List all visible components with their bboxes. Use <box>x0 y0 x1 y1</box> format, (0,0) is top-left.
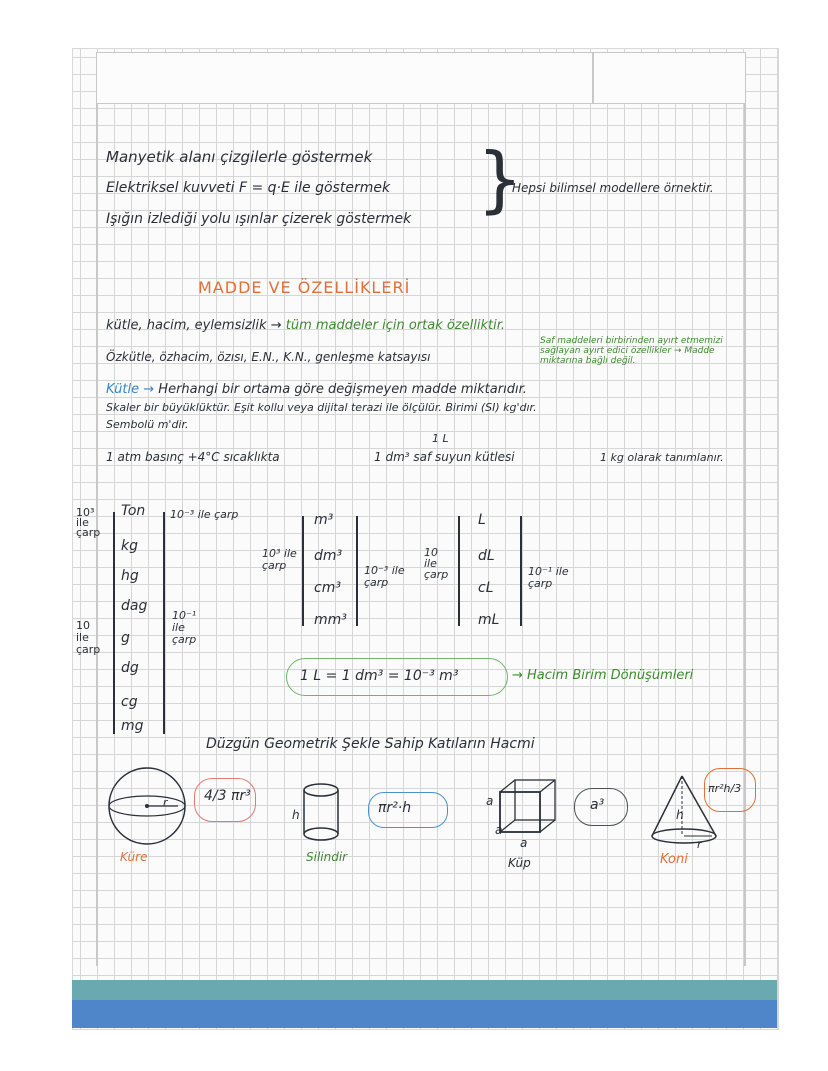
section-title: MADDE VE ÖZELLİKLERİ <box>198 278 411 297</box>
cone-formula: πr²h/3 <box>708 782 742 795</box>
conversion-label-arrow: → Hacim Birim Dönüşümleri <box>512 668 694 683</box>
sphere-name: Küre <box>120 850 148 864</box>
density-part-2: 1 dm³ saf suyun kütlesi <box>374 450 515 464</box>
cylinder-name: Silindir <box>306 850 348 864</box>
liter-unit-L: L <box>478 512 486 528</box>
mass-line-3: Sembolü m'dir. <box>106 418 189 431</box>
density-above-label: 1 L <box>432 432 449 445</box>
density-part-1: 1 atm basınç +4°C sıcaklıkta <box>106 450 280 464</box>
arrow-glyph: → <box>270 318 286 333</box>
volume-unit-cm3: cm³ <box>314 580 341 596</box>
mass-mult-up-right: 10⁻³ ile çarp <box>170 508 239 521</box>
mass-unit-cg: cg <box>121 694 138 710</box>
models-line-3: Işığın izlediği yolu ışınlar çizerek göstermek <box>106 211 412 227</box>
mass-unit-dg: dg <box>121 660 139 676</box>
volume-mult-left: 10³ ile çarp <box>262 547 297 572</box>
liter-unit-mL: mL <box>478 612 500 628</box>
cone-height-label: h <box>676 808 684 822</box>
sphere-radius-label: r <box>163 796 168 809</box>
mass-arrow: → <box>139 382 159 397</box>
cube-edge-label-3: a <box>520 836 528 850</box>
models-line-2: Elektriksel kuvveti F = q·E ile göstermek <box>106 180 391 196</box>
mass-unit-ton: Ton <box>121 503 146 519</box>
conversion-label: Hacim Birim Dönüşümleri <box>527 668 694 683</box>
mass-line-1: Herhangi bir ortama göre değişmeyen madde miktarıdır. <box>158 382 527 397</box>
cube-formula: a³ <box>590 797 605 813</box>
specific-note-sub: Madde miktarına bağlı değil. <box>540 346 715 366</box>
notebook-bottom-band-teal <box>72 980 777 1000</box>
mass-unit-hg: hg <box>121 568 139 584</box>
cone-radius-label: r <box>697 838 702 851</box>
solids-heading: Düzgün Geometrik Şekle Sahip Katıların Hacmi <box>206 736 535 752</box>
cube-name: Küp <box>508 856 531 870</box>
specific-properties-text: Özkütle, özhacim, özısı, E.N., K.N., genleşme katsayısı <box>106 350 431 364</box>
sphere-formula: 4/3 πr³ <box>204 788 251 804</box>
common-properties-black: kütle, hacim, eylemsizlik <box>106 318 267 333</box>
volume-unit-dm3: dm³ <box>314 548 343 564</box>
conversion-formula: 1 L = 1 dm³ = 10⁻³ m³ <box>300 668 459 684</box>
cube-edge-label-2: a <box>495 823 503 837</box>
volume-unit-mm3: mm³ <box>314 612 347 628</box>
mass-unit-dag: dag <box>121 598 148 614</box>
liter-unit-dL: dL <box>478 548 495 564</box>
models-brace: } <box>477 137 523 221</box>
mass-mult-down-left: 10 ile çarp <box>76 619 101 656</box>
cylinder-height-label: h <box>292 808 300 822</box>
mass-mult-down-right: 10⁻¹ ile çarp <box>172 609 197 646</box>
mass-line-2: Skaler bir büyüklüktür. Eşit kollu veya dijital terazi ile ölçülür. Birimi (SI) kg'dır. <box>106 401 537 414</box>
notebook-bottom-band-blue <box>72 1000 777 1028</box>
cube-edge-label-1: a <box>486 794 494 808</box>
mass-mult-up-left: 10³ ile çarp <box>76 506 101 539</box>
mass-unit-g: g <box>121 630 130 646</box>
liter-mult-right: 10⁻¹ ile çarp <box>528 565 569 590</box>
cone-name: Koni <box>660 852 688 867</box>
density-part-3: 1 kg olarak tanımlanır. <box>600 451 724 464</box>
mass-label: Kütle <box>106 382 140 397</box>
common-properties-green: tüm maddeler için ortak özelliktir. <box>285 318 505 333</box>
models-line-1: Manyetik alanı çizgilerle göstermek <box>106 148 373 166</box>
models-conclusion: Hepsi bilimsel modellere örnektir. <box>512 181 714 195</box>
volume-mult-right: 10⁻³ ile çarp <box>364 564 405 589</box>
mass-unit-kg: kg <box>121 538 138 554</box>
cylinder-formula: πr²·h <box>378 800 412 816</box>
specific-note-main: Saf maddeleri birbirinden ayırt etmemizi sağlayan ayırt edici özellikler <box>540 336 723 356</box>
volume-unit-m3: m³ <box>314 512 334 528</box>
liter-mult-left: 10 ile çarp <box>424 546 449 581</box>
specific-properties-note: Saf maddeleri birbirinden ayırt etmemizi sağlayan ayırt edici özellikler → Madde miktarına bağlı değil. <box>540 336 723 366</box>
mass-unit-mg: mg <box>121 718 144 734</box>
liter-unit-cL: cL <box>478 580 494 596</box>
